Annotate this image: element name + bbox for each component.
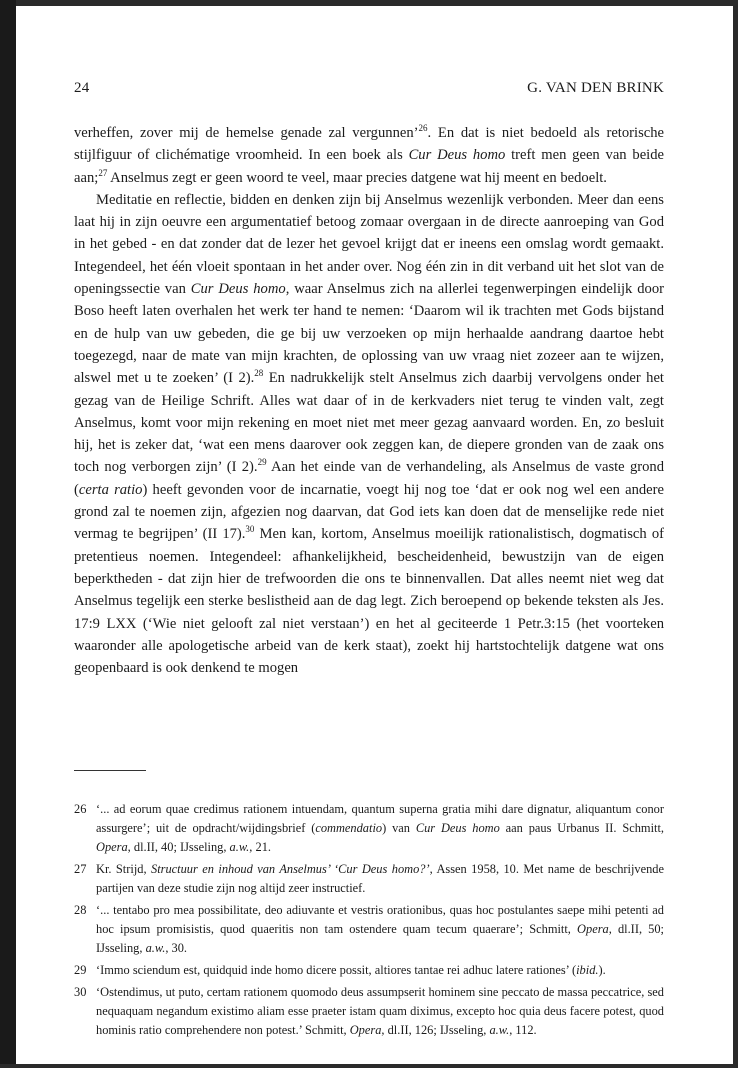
text-run: verheffen, zover mij de hemelse genade zal vergunnen’ — [74, 125, 419, 141]
footnote-ref-30: 30 — [245, 524, 255, 535]
text-run: En nadrukkelijk stelt Anselmus zich daarbij vervolgens onder het gezag van de Heilige Schrift. Alles wat daar of in de kerkvaders niet terug te vinden valt, zegt Anselmus, komt voor mijn rekening en moet niet met meer gezag aanvaard worden. En, zo besluit hij, het is zeker dat, ‘wat een mens daarover ook zeggen kan, de diepere gronden van de zaak ons toch nog verborgen zijn’ (I 2). — [74, 370, 664, 476]
text-run: . En dat is niet bedoeld als retorische stijlfiguur of clichématige vroomheid. In een boek als — [74, 125, 664, 164]
footnote-ref-27: 27 — [98, 167, 108, 178]
footnote-ref-29: 29 — [257, 457, 267, 468]
italic-abbrev: a.w. — [145, 941, 166, 955]
running-title: G. VAN DEN BRINK — [527, 80, 664, 96]
text-run: treft men geen van beide aan; — [74, 147, 665, 186]
italic-title: Cur Deus homo — [190, 281, 286, 298]
italic-title: Structuur en inhoud van Anselmus’ ‘Cur Deus homo?’ — [151, 862, 430, 876]
page-number: 24 — [74, 80, 90, 96]
text-run: Men kan, kortom, Anselmus moeilijk rationalistisch, dogmatisch of pretentieus noemen. Integendeel: afhankelijkheid, bescheidenheid, bewustzijn van de eigen beperktheden - dat zijn hier de trefwoorden die ons te binnenvallen. Dat alles neemt niet weg dat Anselmus tegelijk een sterke beslistheid aan de dag legt. Zich beroepend op bekende teksten als Jes. 17:9 LXX (‘Wie niet gelooft zal niet verstaan’) en het al geciteerde 1 Petr.3:15 (het voorteken waaronder alle apologetische arbeid van de kerk staat), zoekt hij hartstochtelijk datgene wat ons geopenbaard is ook denkend te mogen — [74, 526, 664, 677]
footnote-separator — [74, 770, 146, 771]
scan-border-left — [0, 0, 16, 1068]
paragraph-2 — [74, 189, 664, 680]
scan-border-right — [733, 0, 738, 1068]
text-run: ). — [598, 963, 606, 977]
text-run: ‘Immo sciendum est, quidquid inde homo dicere possit, altiores tantae rei adhuc latere rationes’ ( — [96, 963, 577, 977]
italic-abbrev: a.w. — [489, 1023, 510, 1037]
italic-title: Opera — [349, 1023, 382, 1037]
text-run: , dl.II, 50; IJsseling, — [96, 922, 665, 955]
italic-term: certa ratio — [78, 481, 143, 498]
text-run: , 30. — [165, 941, 188, 955]
text-run: ) van — [382, 821, 416, 835]
italic-abbrev: a.w. — [229, 840, 250, 854]
footnote-number: 28 — [74, 903, 87, 917]
running-head — [74, 80, 664, 98]
text-run: , 21. — [249, 840, 271, 854]
footnote-ref-26: 26 — [418, 123, 428, 134]
text-run: , 112. — [509, 1023, 537, 1037]
text-run: ‘Ostendimus, ut puto, certam rationem quomodo deus assumpserit hominem sine peccato de massa peccatrice, sed nequaquam negandum existimo aliam esse praeter istam quam diximus, excepto hoc quia deus facere potest, quod hominis ratio comprehendere non potest.’ Schmitt, — [96, 985, 664, 1037]
italic-term: commendatio — [315, 821, 383, 835]
footnote-number: 29 — [74, 963, 87, 977]
footnote-28 — [74, 901, 664, 958]
footnote-30 — [74, 983, 664, 1040]
italic-title: Opera — [577, 922, 609, 936]
footnote-ref-28: 28 — [254, 368, 264, 379]
text-run: ) heeft gevonden voor de incarnatie, voegt hij nog toe ‘dat er ook nog wel een andere grond zal te noemen zijn, afgezien nog daarvan, dat God iets kan doen dat de menselijke rede niet vermag te begrijpen’ (II 17). — [74, 481, 664, 543]
footnote-number: 26 — [74, 802, 87, 816]
footnotes — [74, 800, 664, 1043]
text-run: Aan het einde van de verhandeling, als Anselmus de vaste grond ( — [74, 459, 664, 498]
text-run: ‘... ad eorum quae credimus rationem intuendam, quantum superna gratia mihi dare dignatur, aliquantum conor assurgere’; uit de opdracht/wijdingsbrief ( — [96, 802, 664, 835]
text-run: Anselmus zegt er geen woord te veel, maar precies datgene wat hij meent en bedoelt. — [107, 169, 607, 186]
text-run: , dl.II, 126; IJsseling, — [381, 1023, 490, 1037]
text-run: , waar Anselmus zich na allerlei tegenwerpingen eindelijk door Boso heeft laten overhalen het werk ter hand te nemen: ‘Daarom wil ik trachten met Gods bijstand en de hulp van uw gebeden, die ge bij uw verzoeken op mijn herhaalde aandrang daartoe hebt toegezegd, naar de mate van mijn krachten, de oplossing van uw vraag niet zozeer aan te wijzen, alswel met u te zoeken’ (I 2). — [74, 281, 664, 387]
footnote-26 — [74, 800, 664, 857]
footnote-number: 30 — [74, 985, 87, 999]
scan-border-top — [0, 0, 738, 6]
body-text — [74, 122, 664, 679]
text-run: Meditatie en reflectie, bidden en denken zijn bij Anselmus wezenlijk verbonden. Meer dan eens laat hij in zijn oeuvre een argumentatief betoog zomaar overgaan in de directe aanroeping van God in het gebed - en dat zonder dat de lezer het gevoel krijgt dat er ineens een omslag wordt gemaakt. Integendeel, het één vloeit spontaan in het ander over. Nog één zin in dit verband uit het slot van de openingssectie van — [74, 191, 664, 298]
italic-title: Opera — [96, 840, 128, 854]
scan-border-bottom — [0, 1064, 738, 1068]
text-run: aan paus Urbanus II. Schmitt, — [499, 821, 664, 835]
italic-title: Cur Deus homo — [415, 821, 500, 835]
footnote-number: 27 — [74, 862, 87, 876]
footnote-27 — [74, 860, 664, 898]
footnote-29 — [74, 961, 664, 980]
text-run: Kr. Strijd, — [96, 862, 151, 876]
paragraph-1 — [74, 122, 664, 189]
text-run: , Assen 1958, 10. Met name de beschrijvende partijen van deze studie zijn nog altijd zeer instructief. — [96, 862, 665, 895]
text-run: ‘... tentabo pro mea possibilitate, deo adiuvante et vestris orationibus, quas hoc postulantes saepe mihi petenti ad hoc ipsum promisistis, quod quaeritis non tam ostendere quam tecum quaerare’; Schmitt, — [96, 903, 664, 936]
italic-abbrev: ibid. — [576, 963, 599, 977]
text-run: , dl.II, 40; IJsseling, — [127, 840, 230, 854]
italic-title: Cur Deus homo — [408, 147, 506, 164]
